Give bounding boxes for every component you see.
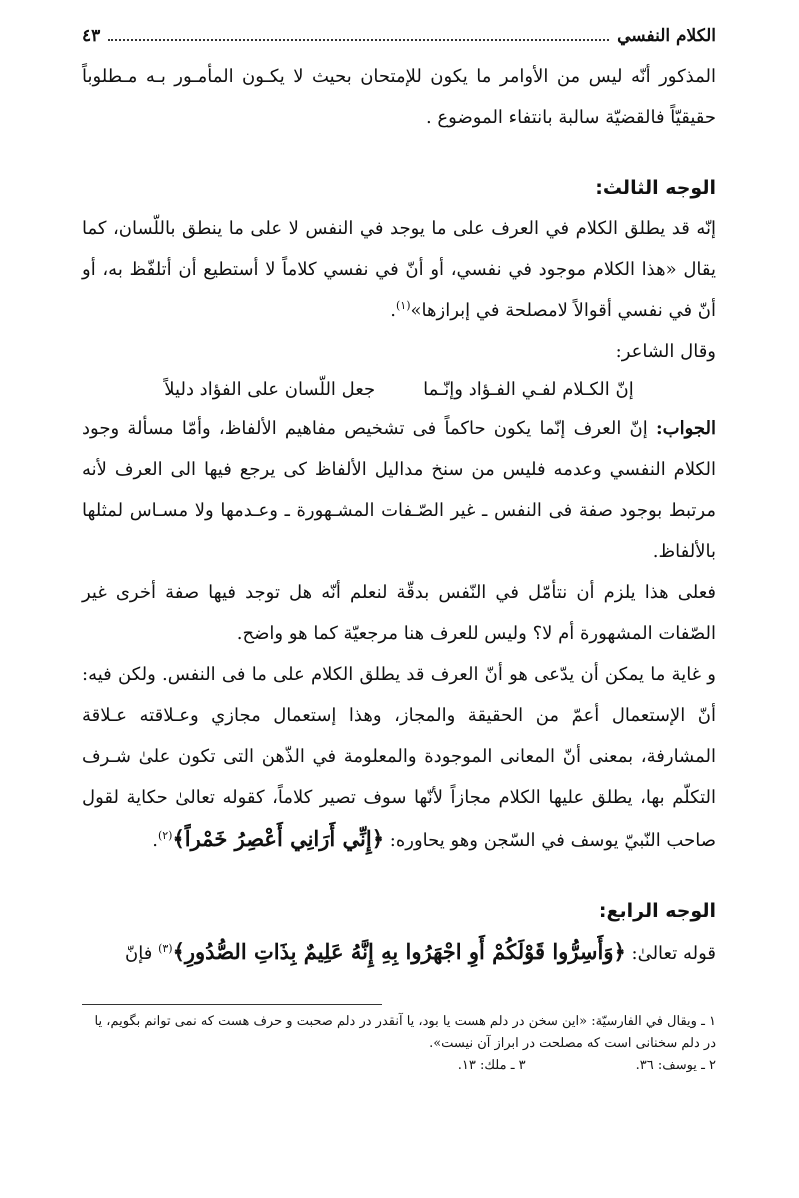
header-dot-leader [108,27,609,41]
poet-intro: وقال الشاعر: [615,341,716,362]
section3-paragraph-1-end: . [390,300,396,321]
section3-paragraph-3-text: و غاية ما يمكن أن يدّعى هو أنّ العرف قد يطلق الكلام على ما فى النفس. ولكن فيه: أنّ الإستعمال أعمّ من الحقيقة والمجاز، وهذا إستعمال مجازي وعـلاقته عـلاقة المشارفة، بمعنى أنّ المعانى الموجودة والمعلومة في الذّهن التى تكون علىٰ شـرف التكلّم بها، يطلق عليها الكلام مجازاً لأنّها سوف تصير كلاماً، كقوله تعالىٰ حكاية لقول صاحب النّبيّ يوسف في السّجن وهو يحاوره: [82,664,716,851]
poem-verse [82,372,716,408]
intro-paragraph: المذكور أنّه ليس من الأوامر ما يكون للإمتحان بحيث لا يكـون المأمـور بـه مـطلوباً حقيقيّاً فالقضيّة سالبة بانتفاء الموضوع . [82,66,716,128]
quran-verse-yusuf: ﴿إِنِّي أَرَانِي أَعْصِرُ خَمْراً﴾ [172,826,385,851]
answer-text: إنّ العرف إنّما يكون حاكماً فى تشخيص مفاهيم الألفاظ، وأمّا مسألة وجود الكلام النفسي وعدمه فليس من سنخ مداليل الألفاظ كى يرجع فيها الى العرف لأنه مرتبط بوجود صفة فى النفس ـ غير الصّـفات المشـهورة ـ وعـدمها ولا مسـاس لمثلها بالألفاظ. [82,418,716,562]
page-number: ٤٣ [82,26,101,46]
page-body [82,56,716,974]
book-page [82,26,716,1176]
footnote-3: ٣ ـ ملك: ١٣. [457,1058,526,1073]
quran-verse-mulk: ﴿وَأَسِرُّوا قَوْلَكُمْ أَوِ اجْهَرُوا بِهِ إِنَّهُ عَلِيمٌ بِذَاتِ الصُّدُورِ﴾ [172,939,626,964]
verse-first-hemistich: إنّ الكـلام لفـي الفـؤاد وإنّـما [423,379,634,400]
spacer [82,138,716,168]
section3-paragraph-3 [82,654,716,861]
footnote-2: ٢ ـ يوسف: ٣٦. [635,1058,716,1073]
running-header [82,26,716,56]
section3-paragraph-1-text: إنّه قد يطلق الكلام في العرف على ما يوجد في النفس لا على ما ينطق باللّسان، كما يقال «هذا الكلام موجود في نفسي، أو أنّ في نفسي كلاماً لا أستطيع أن أتلفّظ به، أو أنّ في نفسي أقوالاً لامصلحة في إبرازها» [82,218,716,321]
section3-paragraph-3-end: . [152,830,158,851]
section4-paragraph-1-text: قوله تعالىٰ: [625,943,716,964]
section4-paragraph-1 [82,931,716,974]
spacer [82,861,716,891]
footnote-divider [82,1004,382,1005]
footnotes [82,1011,716,1077]
section4-paragraph-1-end: فإنّ [125,943,159,964]
section-heading-fourth: الوجه الرابع: [598,900,716,922]
footnote-ref-3[interactable]: (٣) [158,942,173,955]
header-title: الكلام النفسي [617,26,716,46]
footnote-ref-2[interactable]: (٢) [157,829,173,842]
section3-paragraph-1 [82,208,716,331]
verse-second-hemistich: جعل اللّسان على الفؤاد دليلاً [164,379,376,400]
section-heading-third: الوجه الثالث: [595,177,716,199]
footnote-row [82,1055,716,1077]
section3-paragraph-2: فعلى هذا يلزم أن نتأمّل في النّفس بدقّة لنعلم أنّه هل توجد فيها صفة أخرى غير الصّفات المشهورة أم لا؟ وليس للعرف هنا مرجعيّة كما هو واضح. [82,582,716,644]
answer-label: الجواب: [656,418,716,439]
footnote-ref-1[interactable]: (١) [396,299,411,312]
footnote-1: ١ ـ ويقال في الفارسيّة: «اين سخن در دلم هست يا بود، يا آنقدر در دلم صحبت و حرف هست كه نمى توانم بگويم، يا در دلم سخنانى است كه مصلحت در ابراز آن نيست». [94,1014,716,1051]
answer-paragraph [82,408,716,572]
